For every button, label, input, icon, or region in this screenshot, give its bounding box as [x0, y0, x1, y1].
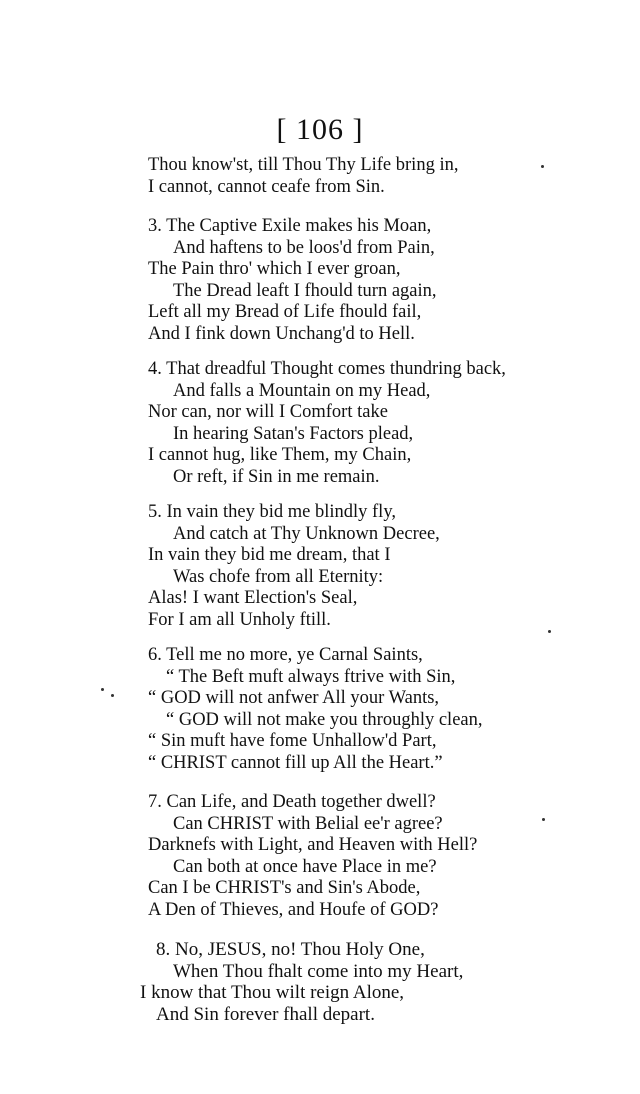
verse-line: Left all my Bread of Life fhould fail,: [148, 302, 422, 322]
verse-line: I cannot hug, like Them, my Chain,: [148, 445, 412, 465]
print-speck: [542, 818, 545, 821]
print-speck: [101, 688, 104, 691]
verse-line: And haftens to be loos'd from Pain,: [173, 237, 435, 258]
verse-line: Alas! I want Election's Seal,: [148, 588, 358, 608]
verse-line: Thou know'st, till Thou Thy Life bring in,: [148, 155, 459, 175]
verse-line: Darknefs with Light, and Heaven with Hell?: [148, 835, 478, 855]
verse-line: 7. Can Life, and Death together dwell?: [148, 792, 436, 812]
stanza-7: [148, 792, 618, 921]
stanza-8: [140, 939, 618, 1025]
verse-line: And I fink down Unchang'd to Hell.: [148, 323, 415, 344]
verse-line: When Thou fhalt come into my Heart,: [173, 960, 464, 982]
verse-line: 4. That dreadful Thought comes thundring back,: [148, 359, 506, 379]
page-number: [ 106 ]: [276, 113, 364, 146]
verse-line: And catch at Thy Unknown Decree,: [173, 523, 440, 544]
verse-line: And Sin forever fhall depart.: [156, 1003, 375, 1025]
stanza-6: [148, 645, 618, 774]
print-speck: [111, 694, 114, 697]
stanza: [148, 155, 618, 198]
verse-line: Can I be CHRIST's and Sin's Abode,: [148, 878, 421, 898]
verse-line: In hearing Satan's Factors plead,: [173, 423, 414, 444]
verse-line: “ GOD will not anfwer All your Wants,: [148, 688, 440, 708]
verse-line: And falls a Mountain on my Head,: [173, 380, 431, 401]
verse-line: I know that Thou wilt reign Alone,: [140, 982, 405, 1003]
verse-line: In vain they bid me dream, that I: [148, 545, 391, 565]
verse-line: 6. Tell me no more, ye Carnal Saints,: [148, 645, 423, 665]
verse-line: 5. In vain they bid me blindly fly,: [148, 502, 396, 522]
verse-line: “ CHRIST cannot fill up All the Heart.”: [148, 752, 443, 773]
verse-line: A Den of Thieves, and Houfe of GOD?: [148, 899, 439, 920]
stanza-5: [148, 502, 618, 631]
verse-line: The Dread leaft I fhould turn again,: [173, 280, 437, 301]
stanza-3: [148, 216, 618, 345]
verse-line: For I am all Unholy ftill.: [148, 609, 331, 630]
verse-line: Nor can, nor will I Comfort take: [148, 402, 388, 422]
verse-line: Or reft, if Sin in me remain.: [173, 466, 380, 487]
verse-line: The Pain thro' which I ever groan,: [148, 259, 401, 279]
verse-line: 8. No, JESUS, no! Thou Holy One,: [156, 939, 425, 960]
verse-line: 3. The Captive Exile makes his Moan,: [148, 216, 432, 236]
verse-line: I cannot, cannot ceafe from Sin.: [148, 176, 385, 197]
verse-line: “ The Beft muft always ftrive with Sin,: [166, 666, 456, 687]
verse-line: Was chofe from all Eternity:: [173, 566, 384, 587]
verse-line: Can CHRIST with Belial ee'r agree?: [173, 813, 443, 834]
verse-line: “ GOD will not make you throughly clean,: [166, 709, 483, 730]
print-speck: [541, 165, 544, 168]
print-speck: [548, 630, 551, 633]
verse-line: “ Sin muft have fome Unhallow'd Part,: [148, 731, 437, 751]
stanza-4: [148, 359, 618, 488]
hymn-text: [140, 155, 618, 1025]
verse-line: Can both at once have Place in me?: [173, 856, 437, 877]
